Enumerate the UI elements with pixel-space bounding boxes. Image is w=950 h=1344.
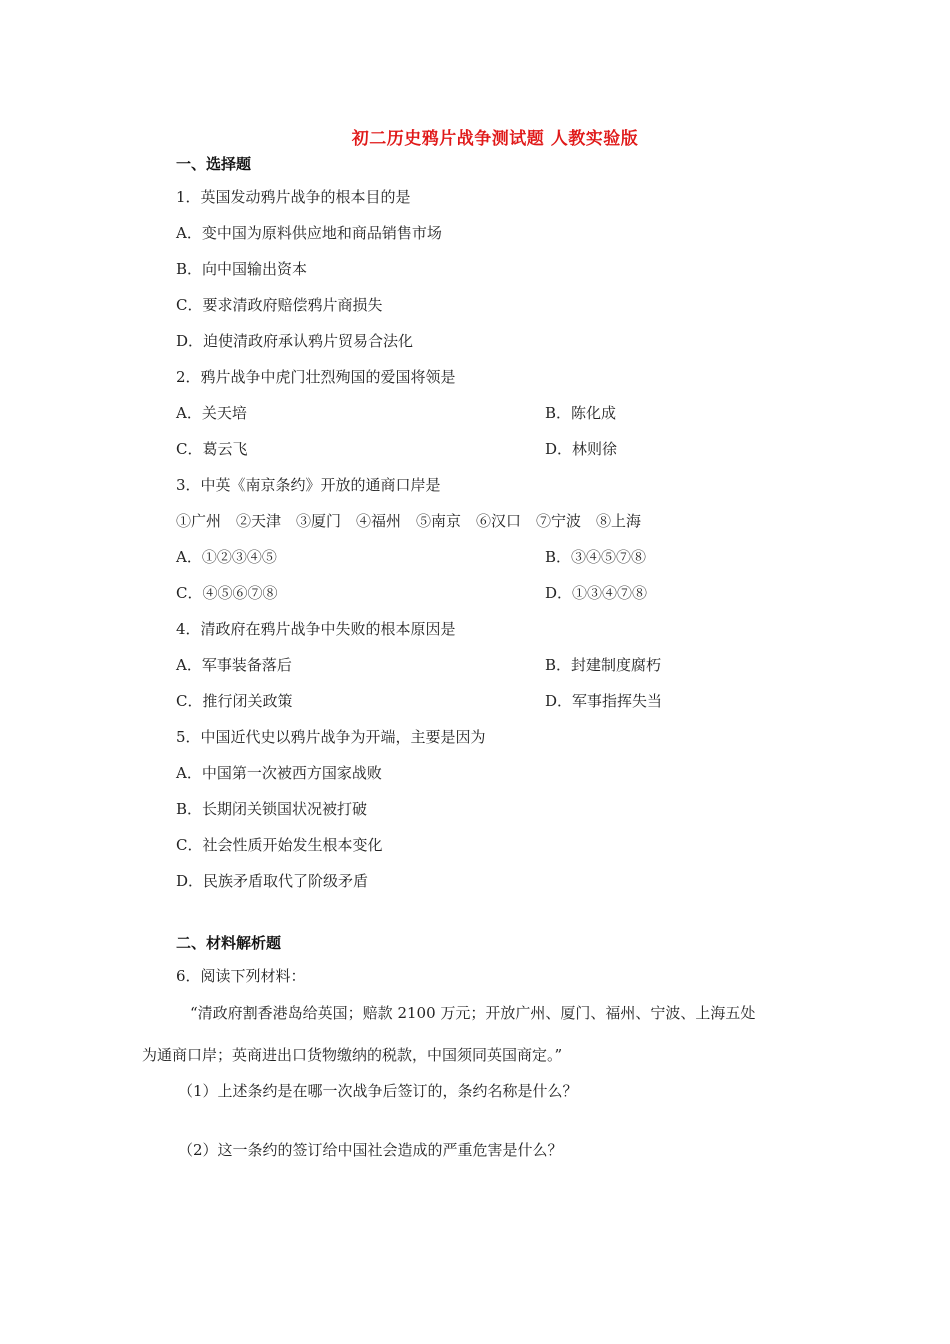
question-2-option-c: C．葛云飞 bbox=[176, 440, 248, 458]
question-3-option-b: B．③④⑤⑦⑧ bbox=[545, 548, 647, 566]
question-3-option-c: C．④⑤⑥⑦⑧ bbox=[176, 584, 278, 602]
question-5-option-b: B．长期闭关锁国状况被打破 bbox=[176, 800, 368, 818]
question-5-option-c: C．社会性质开始发生根本变化 bbox=[176, 836, 383, 854]
question-2-stem: 2．鸦片战争中虎门壮烈殉国的爱国将领是 bbox=[176, 368, 456, 386]
question-4-option-d: D．军事指挥失当 bbox=[545, 692, 663, 710]
question-1-option-a: A．变中国为原料供应地和商品销售市场 bbox=[176, 224, 442, 242]
question-1-option-b: B．向中国输出资本 bbox=[176, 260, 308, 278]
question-3-items: ①广州 ②天津 ③厦门 ④福州 ⑤南京 ⑥汉口 ⑦宁波 ⑧上海 bbox=[176, 512, 642, 530]
question-3-stem: 3．中英《南京条约》开放的通商口岸是 bbox=[176, 476, 441, 494]
question-6-sub-2: （2）这一条约的签订给中国社会造成的严重危害是什么？ bbox=[178, 1141, 563, 1159]
section-heading-choice: 一、选择题 bbox=[176, 155, 252, 173]
question-1-option-c: C．要求清政府赔偿鸦片商损失 bbox=[176, 296, 383, 314]
question-6-material-line-1: “清政府割香港岛给英国；赔款 2100 万元；开放广州、厦门、福州、宁波、上海五处 bbox=[190, 1004, 756, 1022]
question-6-material-line-2: 为通商口岸；英商进出口货物缴纳的税款，中国须同英国商定。” bbox=[142, 1046, 563, 1064]
question-3-option-a: A．①②③④⑤ bbox=[176, 548, 277, 566]
question-4-stem: 4．清政府在鸦片战争中失败的根本原因是 bbox=[176, 620, 456, 638]
document-title: 初二历史鸦片战争测试题 人教实验版 bbox=[351, 129, 639, 149]
question-6-stem: 6．阅读下列材料： bbox=[176, 967, 306, 985]
question-5-stem: 5．中国近代史以鸦片战争为开端，主要是因为 bbox=[176, 728, 486, 746]
question-3-option-d: D．①③④⑦⑧ bbox=[545, 584, 648, 602]
question-4-option-a: A．军事装备落后 bbox=[176, 656, 292, 674]
question-2-option-d: D．林则徐 bbox=[545, 440, 618, 458]
question-2-option-a: A．关天培 bbox=[176, 404, 247, 422]
question-1-option-d: D．迫使清政府承认鸦片贸易合法化 bbox=[176, 332, 414, 350]
question-5-option-d: D．民族矛盾取代了阶级矛盾 bbox=[176, 872, 369, 890]
question-2-option-b: B．陈化成 bbox=[545, 404, 617, 422]
section-heading-material: 二、材料解析题 bbox=[176, 934, 282, 952]
question-1-stem: 1．英国发动鸦片战争的根本目的是 bbox=[176, 188, 411, 206]
question-4-option-c: C．推行闭关政策 bbox=[176, 692, 293, 710]
question-5-option-a: A．中国第一次被西方国家战败 bbox=[176, 764, 382, 782]
question-4-option-b: B．封建制度腐朽 bbox=[545, 656, 662, 674]
question-6-sub-1: （1）上述条约是在哪一次战争后签订的，条约名称是什么？ bbox=[178, 1082, 578, 1100]
